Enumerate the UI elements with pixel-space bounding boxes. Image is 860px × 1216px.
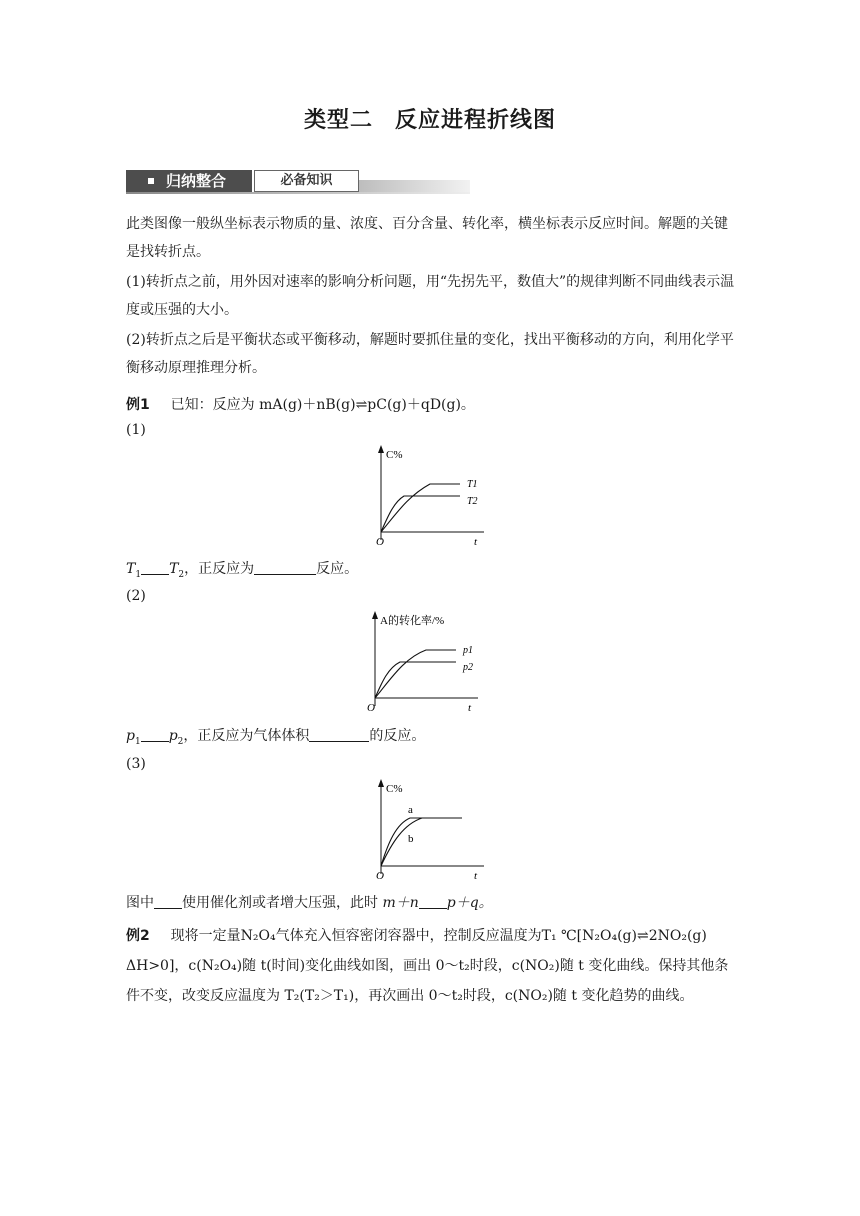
graph3-origin: O <box>376 870 384 882</box>
q3-blank-2[interactable] <box>419 894 447 909</box>
graph-2 <box>360 610 490 716</box>
graph2-origin: O <box>367 702 375 714</box>
title-part1: 类型二 <box>303 108 373 133</box>
page-title <box>0 103 860 134</box>
banner-left-label: 归纳整合 <box>166 172 227 190</box>
example2-line-2: ΔH>0]，c(N₂O₄)随 t(时间)变化曲线如图，画出 0～t₂时段，c(NO₂)随 t 变化曲线。保持其他条 <box>126 958 729 974</box>
example2-label: 例2 <box>126 928 150 944</box>
q1-blank-1[interactable] <box>141 560 169 575</box>
graph1-curve1-label: T1 <box>467 479 478 490</box>
graph1-origin: O <box>376 536 384 548</box>
graph-1 <box>366 444 496 550</box>
example1-label: 例1 <box>126 397 150 413</box>
example2-line-3: 件不变，改变反应温度为 T₂(T₂＞T₁)，再次画出 0～t₂时段，c(NO₂)随 t 变化趋势的曲线。 <box>126 988 694 1004</box>
q1-number: (1) <box>126 422 146 438</box>
graph3-curve-b-label: b <box>408 833 414 845</box>
q1-answer-line: $T_1$ $T_2$，正反应为 反应。 <box>126 561 359 580</box>
q2-answer-line: $p_1$ $p_2$，正反应为气体体积 的反应。 <box>126 728 426 747</box>
graph2-xlabel: t <box>468 702 472 714</box>
q1-blank-2[interactable] <box>254 560 316 575</box>
q3-number: (3) <box>126 756 146 772</box>
square-bullet-icon <box>148 178 154 184</box>
graph3-xlabel: t <box>474 870 478 882</box>
banner-fade <box>359 180 470 192</box>
example2-line-1: 例2 现将一定量N₂O₄气体充入恒容密闭容器中，控制反应温度为T₁ ℃[N₂O₄(g)⇌2NO₂(g) <box>126 928 707 944</box>
banner-underline <box>126 192 470 194</box>
graph1-ylabel: C% <box>386 449 403 461</box>
q2-number: (2) <box>126 588 146 604</box>
graph2-curve1-label: p1 <box>463 645 473 656</box>
example1-stem-line <box>126 394 475 414</box>
q2-blank-2[interactable] <box>309 727 369 742</box>
graph-3 <box>366 778 496 884</box>
graph3-curve-a-label: a <box>408 804 413 816</box>
section-banner <box>126 168 470 194</box>
intro-paragraph-3: (2)转折点之后是平衡状态或平衡移动，解题时要抓住量的变化，找出平衡移动的方向，利用化学平衡移动原理推理分析。 <box>126 332 734 376</box>
banner-right-label: 必备知识 <box>254 170 359 192</box>
graph2-ylabel: A的转化率/% <box>380 615 445 627</box>
graph2-curve2-label: p2 <box>463 662 473 673</box>
q3-answer-line: 图中 使用催化剂或者增大压强，此时 m＋n p＋q。 <box>126 895 493 911</box>
intro-paragraph-2: (1)转折点之前，用外因对速率的影响分析问题，用“先拐先平，数值大”的规律判断不同曲线表示温度或压强的大小。 <box>126 274 735 318</box>
graph1-curve2-label: T2 <box>467 496 478 507</box>
banner-dark-tab <box>126 170 252 192</box>
q2-blank-1[interactable] <box>141 727 169 742</box>
graph1-xlabel: t <box>474 536 478 548</box>
example1-stem: 已知：反应为 mA(g)＋nB(g)⇌pC(g)＋qD(g)。 <box>170 397 475 413</box>
q3-blank-1[interactable] <box>154 894 182 909</box>
title-part2: 反应进程折线图 <box>395 108 557 133</box>
intro-paragraph-1: 此类图像一般纵坐标表示物质的量、浓度、百分含量、转化率，横坐标表示反应时间。解题的关键是找转折点。 <box>126 216 728 260</box>
graph3-ylabel: C% <box>386 783 403 795</box>
